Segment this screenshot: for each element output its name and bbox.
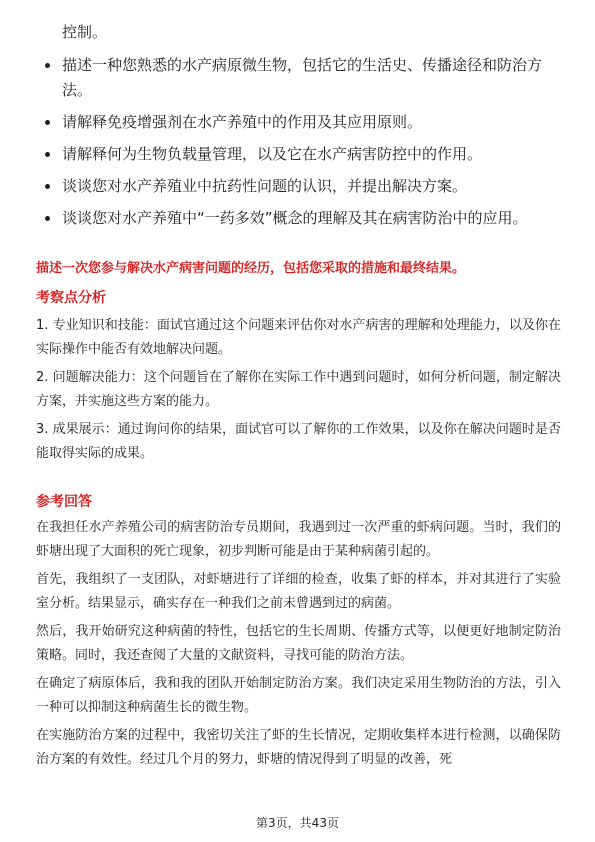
answer-paragraph: 在实施防治方案的过程中，我密切关注了虾的生长情况，定期收集样本进行检测，以确保防治方案的有效性。经过几个月的努力，虾塘的情况得到了明显的改善，死	[36, 728, 561, 767]
list-item-text: 请解释何为生物负载量管理，以及它在水产病害防控中的作用。	[62, 145, 483, 163]
list-item	[44, 174, 564, 199]
analysis-paragraph: 2. 问题解决能力：这个问题旨在了解你在实际工作中遇到问题时，如何分析问题，制定解决方案，并实施这些方案的能力。	[36, 370, 561, 409]
list-item-text: 谈谈您对水产养殖中“一药多效”概念的理解及其在病害防治中的应用。	[62, 209, 528, 227]
question-list	[44, 20, 564, 238]
bullet-dot-icon	[45, 216, 50, 221]
analysis-section	[36, 314, 561, 470]
analysis-paragraph: 1. 专业知识和技能：面试官通过这个问题来评估你对水产病害的理解和处理能力，以及你在实际操作中能否有效地解决问题。	[36, 318, 561, 357]
question-heading: 描述一次您参与解决水产病害问题的经历，包括您采取的措施和最终结果。	[36, 261, 466, 276]
bullet-dot-icon	[45, 152, 50, 157]
list-item	[44, 206, 564, 231]
bullet-dot-icon	[45, 120, 50, 125]
answer-paragraph: 在确定了病原体后，我和我的团队开始制定防治方案。我们决定采用生物防治的方法，引入一种可以抑制这种病菌生长的微生物。	[36, 676, 561, 715]
bullet-dot-icon	[45, 184, 50, 189]
bullet-continuation: 控制。	[62, 23, 108, 41]
list-item	[44, 110, 564, 135]
answer-paragraph: 然后，我开始研究这种病菌的特性，包括它的生长周期、传播方式等，以便更好地制定防治策略。同时，我还查阅了大量的文献资料，寻找可能的防治方法。	[36, 624, 561, 663]
answer-title: 参考回答	[36, 494, 92, 510]
answer-paragraph: 在我担任水产养殖公司的病害防治专员期间，我遇到过一次严重的虾病问题。当时，我们的虾塘出现了大面积的死亡现象，初步判断可能是由于某种病菌引起的。	[36, 520, 561, 559]
page-number: 第3页，共43页	[256, 816, 339, 830]
list-item	[44, 142, 564, 167]
bullet-dot-icon	[45, 63, 50, 68]
analysis-paragraph: 3. 成果展示：通过询问你的结果，面试官可以了解你的工作效果，以及你在解决问题时是否能取得实际的成果。	[36, 422, 561, 461]
analysis-title: 考察点分析	[36, 290, 106, 306]
list-item-text: 谈谈您对水产养殖业中抗药性问题的认识，并提出解决方案。	[62, 177, 468, 195]
list-item-text: 请解释免疫增强剂在水产养殖中的作用及其应用原则。	[62, 113, 423, 131]
list-item-text: 描述一种您熟悉的水产病原微生物，包括它的生活史、传播途径和防治方法。	[62, 56, 543, 99]
answer-section	[36, 516, 561, 776]
answer-paragraph: 首先，我组织了一支团队，对虾塘进行了详细的检查，收集了虾的样本，并对其进行了实验室分析。结果显示，确实存在一种我们之前未曾遇到过的病菌。	[36, 572, 561, 611]
list-item	[44, 53, 564, 103]
